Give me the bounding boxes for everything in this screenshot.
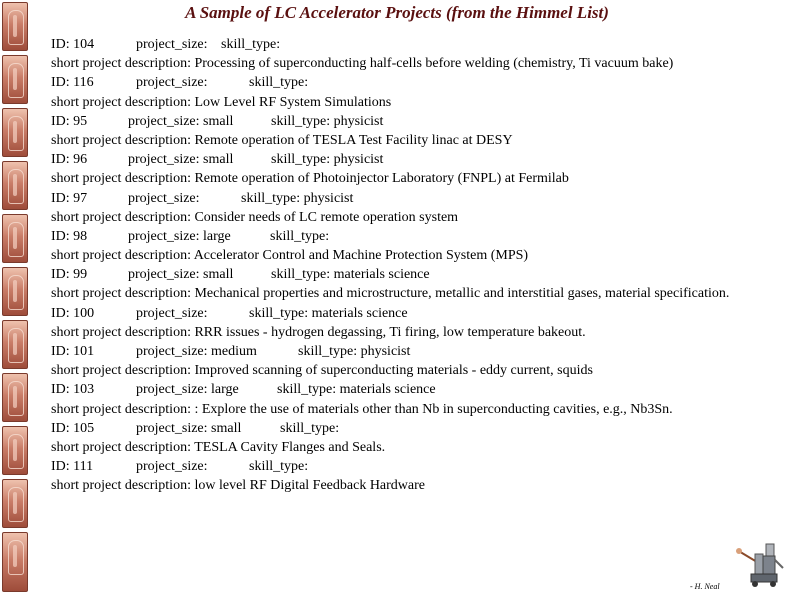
cavity-tile-icon bbox=[2, 108, 28, 157]
project-description: short project description: low level RF Digital Feedback Hardware bbox=[51, 478, 426, 494]
project-id: ID: 101 bbox=[51, 344, 95, 360]
project-id-row bbox=[51, 150, 786, 169]
project-description: short project description: RRR issues - hydrogen degassing, Ti firing, low temperature bakeout. bbox=[51, 324, 586, 340]
project-id: ID: 104 bbox=[51, 37, 95, 52]
project-description: short project description: Improved scanning of superconducting materials - eddy current, squids bbox=[51, 363, 593, 379]
skill-type: skill_type: materials science bbox=[277, 382, 436, 398]
project-size: project_size: large bbox=[136, 382, 239, 398]
project-description: short project description: Consider needs of LC remote operation system bbox=[51, 209, 459, 225]
project-id: ID: 103 bbox=[51, 382, 95, 398]
project-id-row bbox=[51, 227, 786, 246]
cavity-tile-icon bbox=[2, 55, 28, 104]
project-size: project_size: small bbox=[128, 267, 234, 283]
project-id: ID: 98 bbox=[51, 228, 88, 244]
project-id: ID: 95 bbox=[51, 113, 88, 129]
project-description: short project description: Remote operation of Photoinjector Laboratory (FNPL) at Fermilab bbox=[51, 171, 569, 187]
project-id: ID: 111 bbox=[51, 459, 94, 475]
skill-type: skill_type: physicist bbox=[241, 190, 354, 206]
project-size: project_size: small bbox=[136, 420, 242, 436]
project-list bbox=[51, 35, 786, 496]
cavity-tile-icon bbox=[2, 532, 28, 592]
project-description: short project description: TESLA Cavity Flanges and Seals. bbox=[51, 439, 386, 455]
project-size: project_size: small bbox=[128, 113, 234, 129]
project-size: project_size: bbox=[136, 305, 208, 321]
skill-type: skill_type: bbox=[270, 228, 330, 244]
project-id: ID: 105 bbox=[51, 420, 95, 436]
project-description: short project description: Remote operation of TESLA Test Facility linac at DESY bbox=[51, 132, 513, 148]
cavity-tile-icon bbox=[2, 267, 28, 316]
cavity-tile-icon bbox=[2, 161, 28, 210]
project-id: ID: 100 bbox=[51, 305, 95, 321]
project-id-row bbox=[51, 189, 786, 208]
cavity-tile-icon bbox=[2, 214, 28, 263]
project-id-row bbox=[51, 112, 786, 131]
project-size: project_size: bbox=[136, 75, 208, 91]
project-size: project_size: bbox=[128, 190, 200, 206]
project-size: project_size: large bbox=[128, 228, 231, 244]
project-size: project_size: medium bbox=[136, 344, 257, 360]
project-id-row bbox=[51, 419, 786, 438]
skill-type: skill_type: bbox=[249, 459, 309, 475]
project-description: short project description: Processing of superconducting half-cells before welding (chemistry, Ti vacuum bake) bbox=[51, 56, 674, 72]
project-description: short project description: Low Level RF System Simulations bbox=[51, 94, 392, 110]
robot-illustration-icon bbox=[733, 540, 785, 588]
skill-type: skill_type: materials science bbox=[271, 267, 430, 283]
project-size: project_size: bbox=[136, 37, 208, 52]
project-id: ID: 96 bbox=[51, 152, 88, 168]
cavity-tile-icon bbox=[2, 426, 28, 475]
project-size: project_size: small bbox=[128, 152, 234, 168]
project-id: ID: 99 bbox=[51, 267, 88, 283]
cavity-tile-icon bbox=[2, 320, 28, 369]
project-id-row bbox=[51, 304, 786, 323]
skill-type: skill_type: bbox=[249, 75, 309, 91]
project-id-row bbox=[51, 342, 786, 361]
skill-type: skill_type: bbox=[221, 37, 281, 52]
skill-type: skill_type: bbox=[280, 420, 340, 436]
project-size: project_size: bbox=[136, 459, 208, 475]
skill-type: skill_type: physicist bbox=[298, 344, 411, 360]
project-description: short project description: Mechanical properties and microstructure, metallic and interstitial gases, material specification. bbox=[51, 286, 730, 302]
slide-title: A Sample of LC Accelerator Projects (from the Himmel List) bbox=[185, 3, 609, 22]
cavity-tile-icon bbox=[2, 373, 28, 422]
project-id-row bbox=[51, 73, 786, 92]
skill-type: skill_type: physicist bbox=[271, 113, 384, 129]
author-credit: - H. Neal bbox=[690, 582, 720, 591]
project-id: ID: 116 bbox=[51, 75, 94, 91]
project-description: short project description: Accelerator Control and Machine Protection System (MPS) bbox=[51, 248, 529, 264]
skill-type: skill_type: physicist bbox=[271, 152, 384, 168]
project-id-row bbox=[51, 265, 786, 284]
cavity-tile-icon bbox=[2, 479, 28, 528]
project-id: ID: 97 bbox=[51, 190, 88, 206]
project-description: short project description: : Explore the use of materials other than Nb in superconducting cavities, e.g., Nb3Sn. bbox=[51, 401, 673, 417]
decorative-left-border bbox=[0, 0, 32, 595]
project-id-row bbox=[51, 457, 786, 476]
project-id-row bbox=[51, 35, 786, 54]
project-id-row bbox=[51, 380, 786, 399]
skill-type: skill_type: materials science bbox=[249, 305, 408, 321]
